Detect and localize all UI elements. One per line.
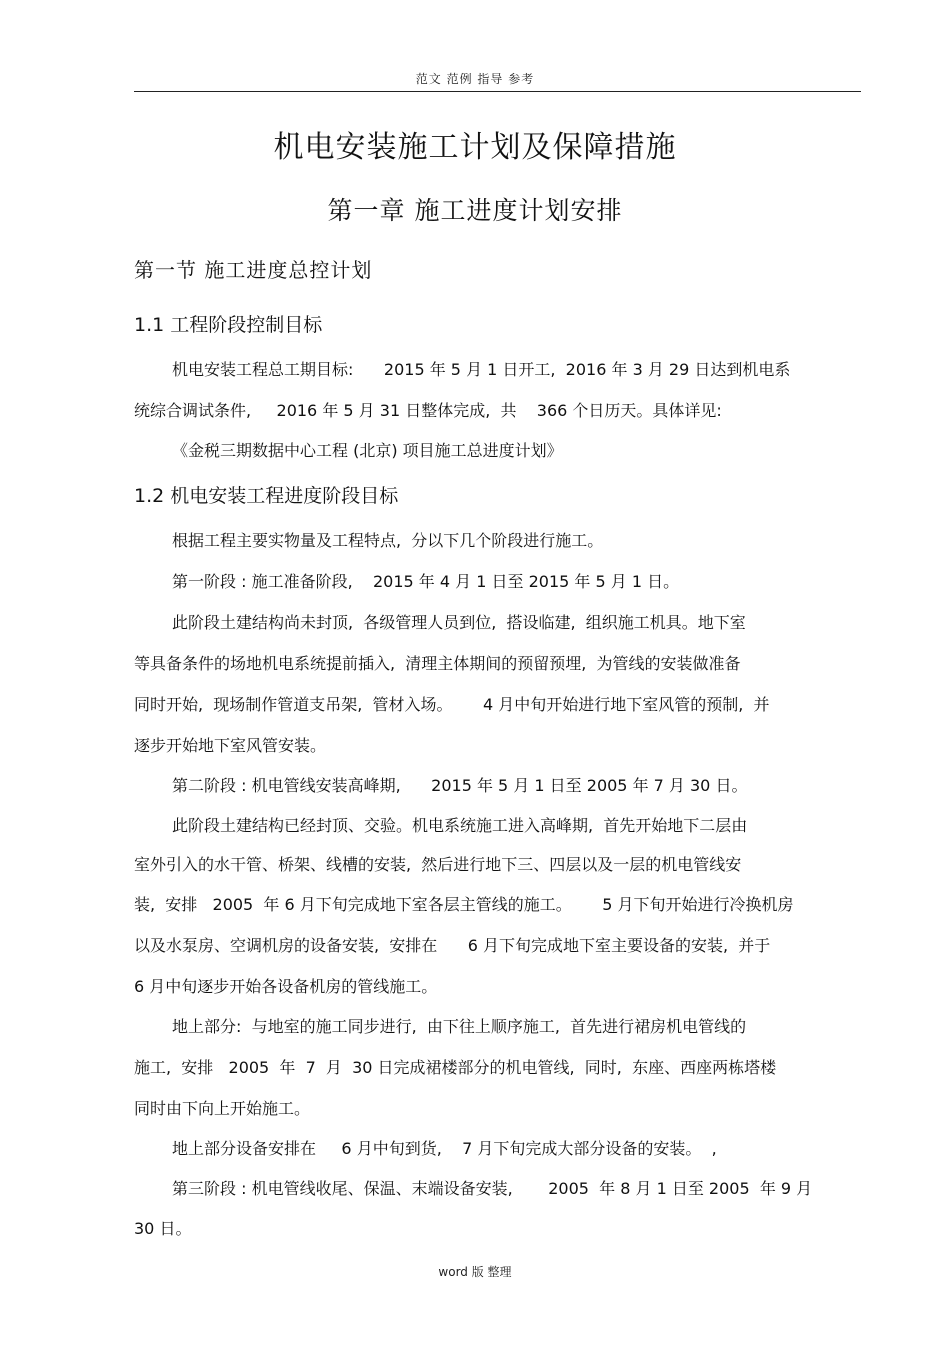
header-divider (134, 91, 861, 92)
paragraph-line: 第二阶段 : 机电管线安装高峰期, 2015 年 5 月 1 日至 2005 年 7 月 30 日。 (172, 776, 748, 795)
paragraph-line: 30 日。 (134, 1219, 192, 1238)
paragraph-line: 地上部分: 与地室的施工同步进行, 由下往上顺序施工, 首先进行裙房机电管线的 (172, 1017, 747, 1036)
paragraph-line: 统综合调试条件, 2016 年 5 月 31 日整体完成, 共 366 个日历天。具体详见: (134, 401, 722, 420)
section-heading: 第一节 施工进度总控计划 (134, 258, 373, 282)
paragraph-line: 同时开始, 现场制作管道支吊架, 管材入场。 4 月中旬开始进行地下室风管的预制, 并 (134, 695, 770, 714)
paragraph-line: 此阶段土建结构已经封顶、交验。机电系统施工进入高峰期, 首先开始地下二层由 (172, 816, 748, 835)
paragraph-line: 逐步开始地下室风管安装。 (134, 736, 327, 755)
paragraph-line: 装, 安排 2005 年 6 月下旬完成地下室各层主管线的施工。 5 月下旬开始进行冷换机房 (134, 895, 794, 914)
page-header: 范文 范例 指导 参考 (415, 72, 535, 86)
paragraph-line: 第三阶段 : 机电管线收尾、保温、末端设备安装, 2005 年 8 月 1 日至 2005 年 9 月 (172, 1179, 813, 1198)
paragraph-line: 以及水泵房、空调机房的设备安装, 安排在 6 月下旬完成地下室主要设备的安装, 并于 (134, 936, 771, 955)
paragraph-line: 6 月中旬逐步开始各设备机房的管线施工。 (134, 977, 438, 996)
paragraph-line: 地上部分设备安排在 6 月中旬到货, 7 月下旬完成大部分设备的安装。 , (172, 1139, 717, 1158)
paragraph-line: 同时由下向上开始施工。 (134, 1099, 311, 1118)
subheading-1-1: 1.1 工程阶段控制目标 (134, 314, 323, 336)
paragraph-line: 等具备条件的场地机电系统提前插入, 清理主体期间的预留预埋, 为管线的安装做准备 (134, 654, 741, 673)
chapter-heading: 第一章 施工进度计划安排 (327, 196, 623, 225)
paragraph-line: 室外引入的水干管、桥架、线槽的安装, 然后进行地下三、四层以及一层的机电管线安 (134, 855, 742, 874)
paragraph-line: 《金税三期数据中心工程 (北京) 项目施工总进度计划》 (172, 441, 563, 460)
document-title: 机电安装施工计划及保障措施 (273, 130, 677, 165)
paragraph-line: 第一阶段 : 施工准备阶段, 2015 年 4 月 1 日至 2015 年 5 月 1 日。 (172, 572, 680, 591)
paragraph-line: 施工, 安排 2005 年 7 月 30 日完成裙楼部分的机电管线, 同时, 东座、西座两栋塔楼 (134, 1058, 777, 1077)
subheading-1-2: 1.2 机电安装工程进度阶段目标 (134, 485, 399, 507)
paragraph-line: 机电安装工程总工期目标: 2015 年 5 月 1 日开工, 2016 年 3 月 29 日达到机电系 (172, 360, 791, 379)
paragraph-line: 根据工程主要实物量及工程特点, 分以下几个阶段进行施工。 (172, 531, 604, 550)
paragraph-line: 此阶段土建结构尚未封顶, 各级管理人员到位, 搭设临建, 组织施工机具。地下室 (172, 613, 746, 632)
page-footer: word 版 整理 (438, 1265, 512, 1279)
